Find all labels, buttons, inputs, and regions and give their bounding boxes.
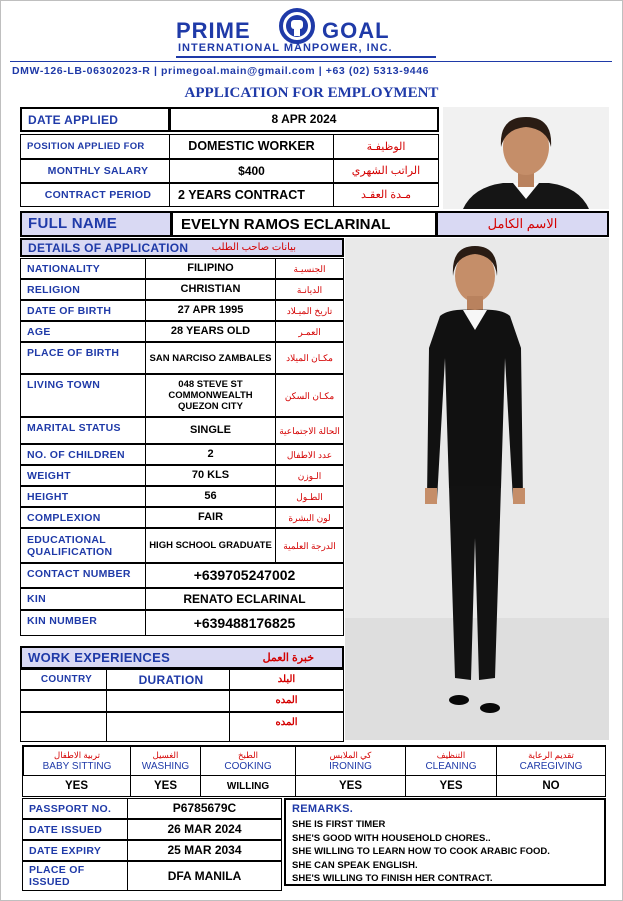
skill-1-label: BABY SITTING	[42, 760, 112, 772]
work-duration-label: DURATION	[106, 669, 230, 690]
details-row-5-label: PLACE OF BIRTH	[20, 342, 146, 374]
date-issued-value: 26 MAR 2024	[127, 819, 282, 840]
details-row-11-ar: لون البشرة	[275, 507, 344, 528]
position-ar: الوظيفـة	[333, 134, 439, 159]
details-row-14-value: RENATO ECLARINAL	[145, 588, 344, 610]
skill-1-ar: تربية الاطفال	[54, 749, 100, 760]
header-rule-top	[176, 56, 436, 58]
details-row-5-value: SAN NARCISO ZAMBALES	[145, 342, 276, 374]
work-row-2-duration	[106, 712, 230, 742]
work-header-label: WORK EXPERIENCES	[28, 649, 171, 665]
work-header-ar: خبرة العمل	[262, 652, 314, 664]
skill-4-ar: كي الملابس	[329, 749, 372, 760]
skill-3-value: WILLING	[200, 775, 296, 797]
skill-4-label: IRONING	[329, 760, 372, 772]
details-row-15-value: +639488176825	[145, 610, 344, 636]
details-row-9-ar: الـوزن	[275, 465, 344, 486]
skill-3-ar: الطبخ	[238, 749, 258, 760]
skill-5-label: CLEANING	[425, 760, 477, 772]
details-row-3-value: 27 APR 1995	[145, 300, 276, 321]
work-row-1-country	[20, 690, 107, 712]
details-row-12-value: HIGH SCHOOL GRADUATE	[145, 528, 276, 563]
work-row-1-duration	[106, 690, 230, 712]
work-country-label: COUNTRY	[20, 669, 107, 690]
details-row-14-label: KIN	[20, 588, 146, 610]
date-applied-value: 8 APR 2024	[169, 107, 439, 132]
skill-5-value: YES	[405, 775, 497, 797]
skill-5-header	[405, 745, 497, 776]
fullname-label: FULL NAME	[20, 211, 172, 237]
work-header	[20, 646, 344, 669]
logo-icon	[276, 8, 318, 44]
details-row-10-label: HEIGHT	[20, 486, 146, 507]
remarks-line-1: SHE IS FIRST TIMER	[292, 819, 386, 830]
skill-3-header	[200, 745, 296, 776]
place-issued-label: PLACE OF ISSUED	[22, 861, 128, 891]
details-row-7-label: MARITAL STATUS	[20, 417, 146, 444]
details-row-8-ar: عدد الاطفال	[275, 444, 344, 465]
date-applied-label: DATE APPLIED	[20, 107, 170, 132]
details-row-8-value: 2	[145, 444, 276, 465]
details-row-11-label: COMPLEXION	[20, 507, 146, 528]
skill-1-value: YES	[22, 775, 131, 797]
contract-ar: مـدة العقـد	[333, 183, 439, 207]
details-row-5-ar: مكـان الميلاد	[275, 342, 344, 374]
details-row-3-label: DATE OF BIRTH	[20, 300, 146, 321]
skill-6-label: CAREGIVING	[519, 760, 583, 772]
details-row-3-ar: تاريخ الميـلاد	[275, 300, 344, 321]
skill-4-value: YES	[295, 775, 406, 797]
remarks-title: REMARKS.	[292, 803, 354, 815]
position-label: POSITION APPLIED FOR	[20, 134, 170, 159]
header-rule-bottom	[10, 61, 612, 62]
work-row-2-ar: المده	[229, 712, 344, 742]
page-title: APPLICATION FOR EMPLOYMENT	[184, 85, 439, 101]
position-value: DOMESTIC WORKER	[169, 134, 334, 159]
details-row-1-label: NATIONALITY	[20, 258, 146, 279]
passport-no-value: P6785679C	[127, 798, 282, 819]
details-row-6-ar: مكـان السكن	[275, 374, 344, 417]
brand-left: PRIME	[176, 18, 251, 43]
details-row-1-ar: الجنسيـة	[275, 258, 344, 279]
skill-2-label: WASHING	[141, 760, 190, 772]
skill-6-ar: تقديم الرعاية	[528, 749, 574, 760]
salary-ar: الراتب الشهري	[333, 159, 439, 183]
date-expiry-label: DATE EXPIRY	[22, 840, 128, 861]
contract-label: CONTRACT PERIOD	[20, 183, 170, 207]
date-expiry-value: 25 MAR 2034	[127, 840, 282, 861]
details-header-ar: بيانات صاحب الطلب	[211, 242, 296, 253]
details-row-7-value: SINGLE	[145, 417, 276, 444]
skill-6-header	[496, 745, 606, 776]
skill-2-ar: الغسيل	[152, 749, 179, 760]
remarks-line-4: SHE CAN SPEAK ENGLISH.	[292, 859, 418, 871]
passport-no-label: PASSPORT NO.	[22, 798, 128, 819]
details-row-12-ar: الدرجة العلمية	[275, 528, 344, 563]
details-row-7-ar: الحالة الاجتماعية	[275, 417, 344, 444]
contract-value: 2 YEARS CONTRACT	[169, 183, 334, 207]
details-header	[20, 238, 344, 257]
skill-2-value: YES	[130, 775, 201, 797]
details-row-10-value: 56	[145, 486, 276, 507]
remarks-line-3: SHE WILLING TO LEARN HOW TO COOK ARABIC FOOD.	[292, 846, 550, 857]
details-row-4-label: AGE	[20, 321, 146, 342]
skill-1-header	[22, 745, 131, 776]
details-row-15-label: KIN NUMBER	[20, 610, 146, 636]
remarks-box	[284, 798, 606, 886]
details-row-2-value: CHRISTIAN	[145, 279, 276, 300]
details-row-9-label: WEIGHT	[20, 465, 146, 486]
details-row-8-label: NO. OF CHILDREN	[20, 444, 146, 465]
details-row-2-ar: الديانـة	[275, 279, 344, 300]
details-row-13-value: +639705247002	[145, 563, 344, 588]
details-row-12-label: EDUCATIONAL QUALIFICATION	[20, 528, 146, 563]
details-row-9-value: 70 KLS	[145, 465, 276, 486]
brand-subtitle: INTERNATIONAL MANPOWER, INC.	[178, 42, 393, 54]
details-row-4-value: 28 YEARS OLD	[145, 321, 276, 342]
applicant-full-body-photo	[345, 238, 609, 740]
details-row-13-label: CONTACT NUMBER	[20, 563, 146, 588]
brand-right: GOAL	[322, 18, 390, 43]
fullname-ar: الاسم الكامل	[436, 211, 609, 237]
salary-value: $400	[169, 159, 334, 183]
skill-3-label: COOKING	[224, 760, 272, 772]
details-row-4-ar: العمـر	[275, 321, 344, 342]
skill-5-ar: التنظيف	[436, 749, 466, 760]
skill-2-header	[130, 745, 201, 776]
details-row-6-value: 048 STEVE ST COMMONWEALTH QUEZON CITY	[145, 374, 276, 417]
salary-label: MONTHLY SALARY	[20, 159, 170, 183]
work-row-2-country	[20, 712, 107, 742]
skill-4-header	[295, 745, 406, 776]
details-row-1-value: FILIPINO	[145, 258, 276, 279]
place-issued-value: DFA MANILA	[127, 861, 282, 891]
details-row-2-label: RELIGION	[20, 279, 146, 300]
details-row-6-label: LIVING TOWN	[20, 374, 146, 417]
work-country-ar: البلد	[229, 669, 344, 690]
fullname-value: EVELYN RAMOS ECLARINAL	[171, 211, 437, 237]
contact-line: DMW-126-LB-06302023-R | primegoal.main@gmail.com | +63 (02) 5313-9446	[12, 65, 430, 77]
remarks-line-2: SHE'S GOOD WITH HOUSEHOLD CHORES..	[292, 832, 491, 844]
applicant-headshot	[443, 107, 609, 209]
details-row-11-value: FAIR	[145, 507, 276, 528]
skill-6-value: NO	[496, 775, 606, 797]
date-issued-label: DATE ISSUED	[22, 819, 128, 840]
work-row-1-ar: المده	[229, 690, 344, 712]
details-row-10-ar: الطـول	[275, 486, 344, 507]
details-header-label: DETAILS OF APPLICATION	[28, 240, 189, 255]
remarks-line-5: SHE'S WILLING TO FINISH HER CONTRACT.	[292, 873, 493, 884]
